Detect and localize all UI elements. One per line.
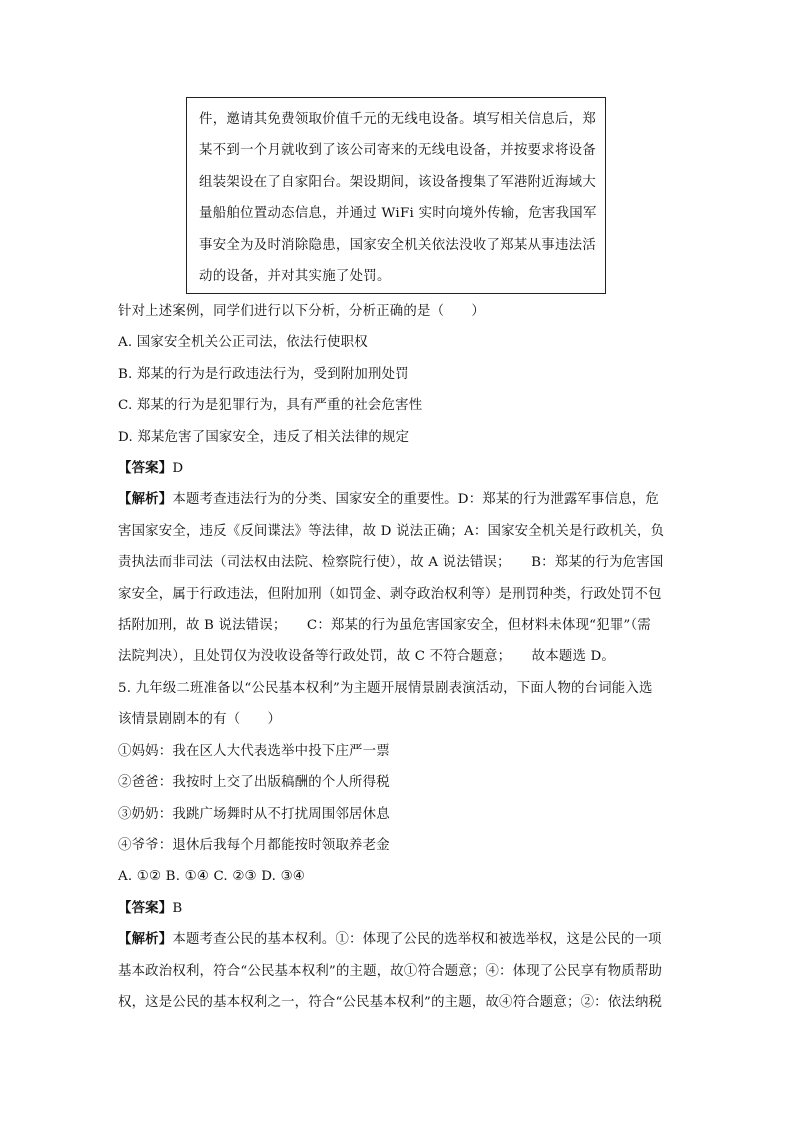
q5-stem: 该情景剧剧本的有（ ） — [118, 712, 282, 728]
answer-tag: 【答案】 — [118, 460, 173, 477]
q4-analysis-line: 括附加刑，故 B 说法错误； C：郑某的行为虽危害国家安全，但材料未体现“犯罪”（需 — [118, 618, 651, 634]
q5-analysis-line: 基本政治权利，符合“公民基本权利”的主题，故①符合题意；④：体现了公民享有物质帮助 — [118, 963, 663, 979]
q5-stem: 5. 九年级二班准备以“公民基本权利”为主题开展情景剧表演活动，下面人物的台词能入选 — [118, 680, 653, 696]
case-line: 某不到一个月就收到了该公司寄来的无线电设备，并按要求将设备 — [199, 143, 597, 159]
q4-option-c: C. 郑某的行为是犯罪行为，具有严重的社会危害性 — [118, 398, 423, 414]
analysis-tag: 【解析】 — [118, 931, 173, 948]
answer-tag: 【答案】 — [118, 899, 173, 916]
q5-answer — [118, 893, 678, 924]
q5-item: ②爸爸：我按时上交了出版稿酬的个人所得税 — [118, 775, 390, 791]
q5-analysis-line: 权，这是公民的基本权利之一，符合“公民基本权利”的主题，故④符合题意；②：依法纳税 — [118, 994, 663, 1010]
case-material-box — [186, 97, 606, 294]
q4-option-b: B. 郑某的行为是行政违法行为，受到附加刑处罚 — [118, 366, 409, 382]
q4-analysis-line: 法院判决），且处罚仅为没收设备等行政处罚，故 C 不符合题意； 故本题选 D。 — [118, 649, 616, 665]
case-line: 动的设备，并对其实施了处罚。 — [199, 269, 391, 285]
q4-analysis-line: 责执法而非司法（司法权由法院、检察院行使），故 A 说法错误； B：郑某的行为危害国 — [118, 555, 664, 571]
question-content — [118, 296, 678, 1018]
analysis-text: 本题考查违法行为的分类、国家安全的重要性。D：郑某的行为泄露军事信息，危 — [172, 492, 659, 508]
case-line: 件，邀请其免费领取价值千元的无线电设备。填写相关信息后，郑 — [199, 112, 597, 127]
answer-value: B — [172, 900, 183, 916]
q4-option-a: A. 国家安全机关公正司法，依法行使职权 — [118, 335, 368, 351]
case-line: 事安全为及时消除隐患，国家安全机关依法没收了郑某从事违法活 — [199, 237, 597, 253]
case-line: 组装架设在了自家阳台。架设期间，该设备搜集了军港附近海域大 — [199, 174, 597, 190]
q4-option-d: D. 郑某危害了国家安全，违反了相关法律的规定 — [118, 429, 410, 445]
q4-analysis-line: 家安全，属于行政违法，但附加刑（如罚金、剥夺政治权利等）是刑罚种类，行政处罚不包 — [118, 586, 662, 602]
q5-options: A. ①② B. ①④ C. ②③ D. ③④ — [118, 869, 305, 885]
q5-analysis-line — [118, 924, 678, 955]
analysis-text: 本题考查公民的基本权利。①：体现了公民的选举权和被选举权，这是公民的一项 — [172, 932, 662, 948]
analysis-tag: 【解析】 — [118, 491, 173, 508]
q4-analysis-line: 害国家安全，违反《反间谍法》等法律，故 D 说法正确；A：国家安全机关是行政机关，负 — [118, 523, 665, 539]
answer-value: D — [172, 461, 184, 477]
q5-item: ③奶奶：我跳广场舞时从不打扰周围邻居休息 — [118, 806, 390, 822]
q4-answer — [118, 453, 678, 484]
q4-analysis-line — [118, 484, 678, 515]
case-line: 量船舶位置动态信息，并通过 WiFi 实时向境外传输，危害我国军 — [199, 206, 597, 222]
q4-stem: 针对上述案例，同学们进行以下分析，分析正确的是（ ） — [118, 304, 485, 319]
q5-item: ①妈妈：我在区人大代表选举中投下庄严一票 — [118, 743, 390, 759]
q5-item: ④爷爷：退休后我每个月都能按时领取养老金 — [118, 837, 390, 853]
